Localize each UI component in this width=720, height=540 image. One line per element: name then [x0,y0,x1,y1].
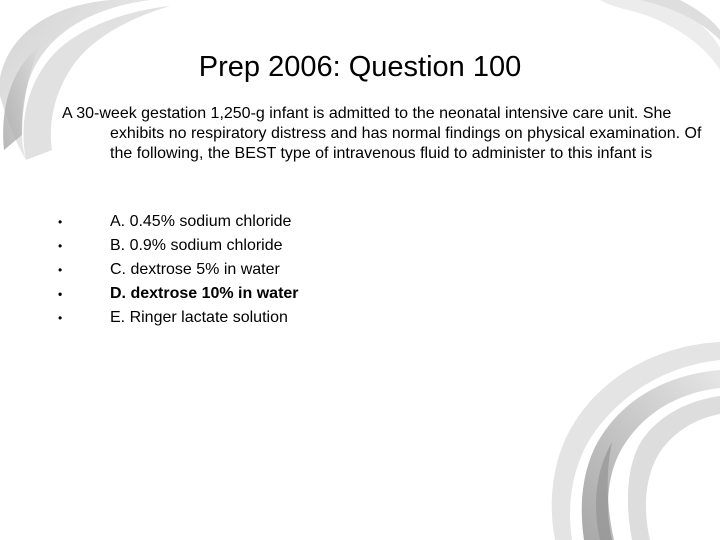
bullet-icon: • [58,311,63,325]
answer-option-label: E. Ringer lactate solution [110,309,288,326]
answer-option-c [58,258,299,282]
bullet-icon: • [58,215,63,229]
answer-options-list [58,210,299,330]
answer-option-d-correct [58,282,299,306]
bullet-icon: • [58,263,63,277]
answer-option-e [58,306,299,330]
answer-option-label: C. dextrose 5% in water [110,261,280,278]
answer-option-label: A. 0.45% sodium chloride [110,213,292,230]
slide-title: Prep 2006: Question 100 [198,51,522,83]
answer-option-label: B. 0.9% sodium chloride [110,237,283,254]
answer-option-label: D. dextrose 10% in water [110,285,299,302]
answer-option-a [58,210,299,234]
bullet-icon: • [58,287,63,301]
answer-option-b [58,234,299,258]
question-text: A 30-week gestation 1,250-g infant is admitted to the neonatal intensive care unit. She exhibits no respiratory distress and has normal findings on physical examination. Of the following, the BEST type of intravenous fluid to administer to this infant is [62,105,702,162]
bullet-icon: • [58,239,63,253]
